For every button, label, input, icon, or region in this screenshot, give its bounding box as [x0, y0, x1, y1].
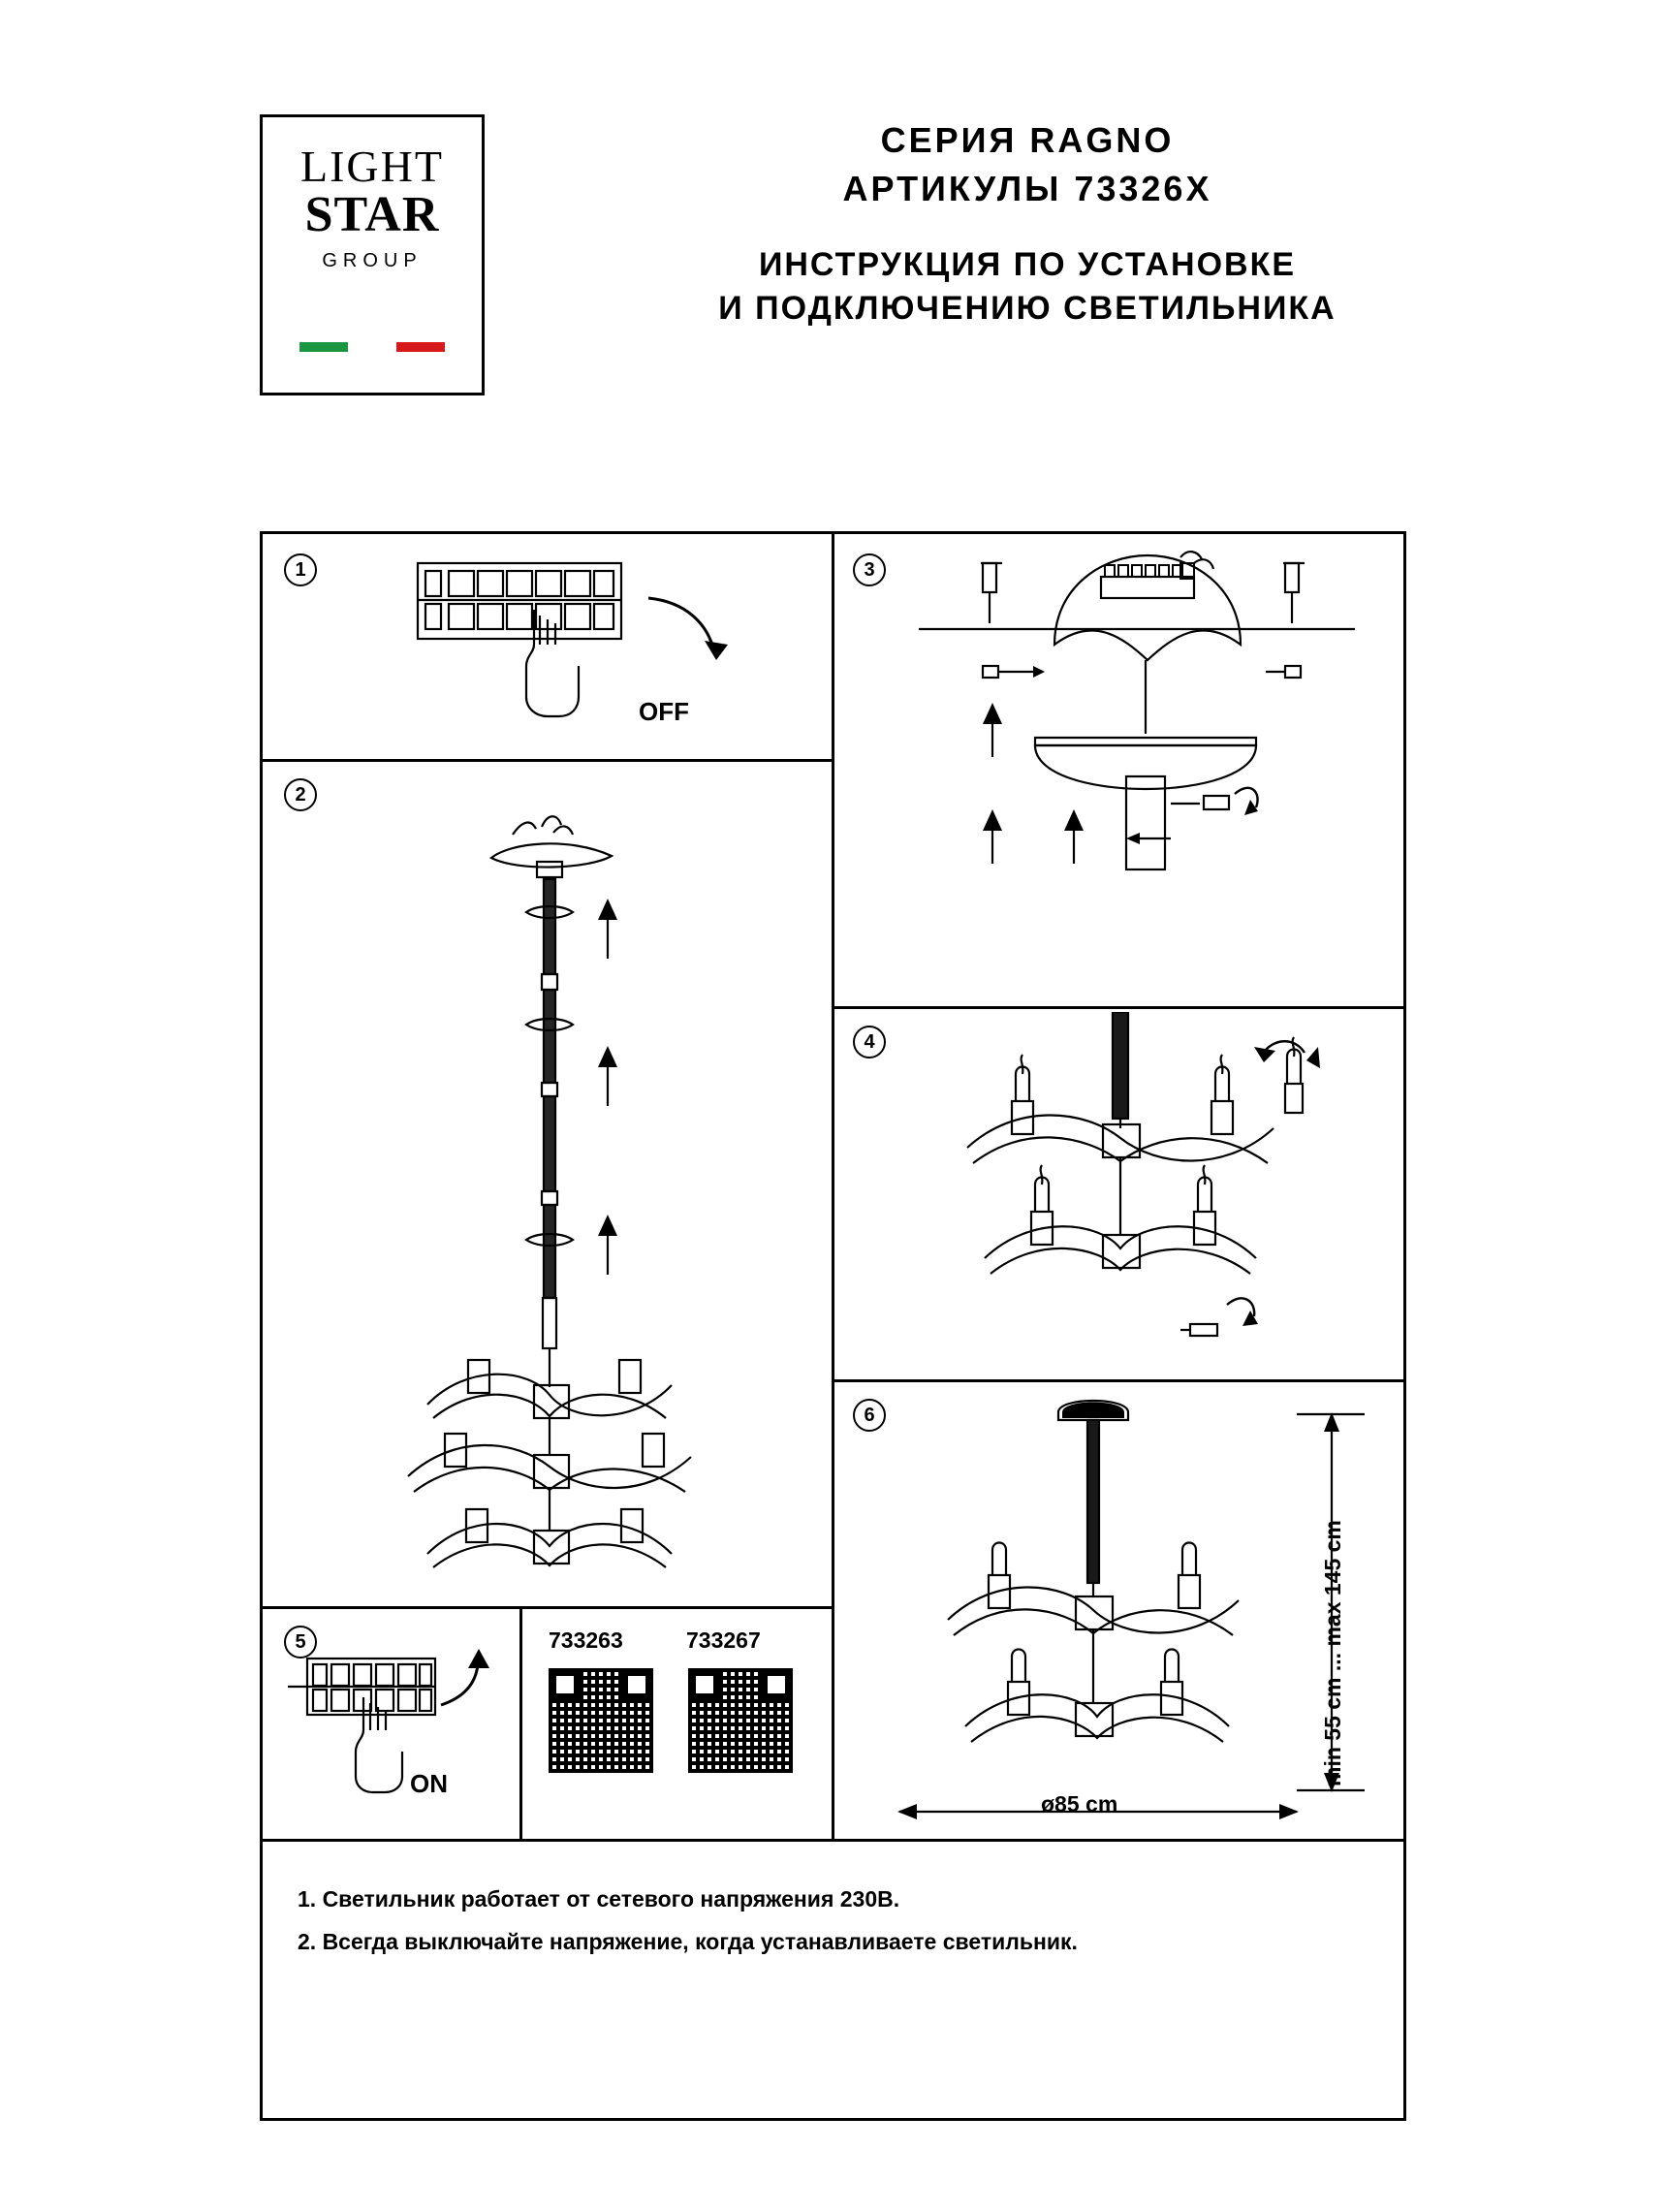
instruction-grid [260, 531, 1406, 2121]
articles-title: АРТИКУЛЫ 73326X [842, 168, 1212, 208]
qr-code-733267[interactable] [686, 1666, 795, 1775]
step-2-number: 2 [284, 778, 317, 811]
step-1-number: 1 [284, 553, 317, 586]
step-5-number: 5 [284, 1626, 317, 1659]
step-4-cell [832, 1006, 1406, 1379]
qr-label-733263: 733263 [549, 1627, 623, 1653]
step-5-label-on: ON [410, 1769, 448, 1798]
brand-logo [260, 114, 485, 395]
step-5-illustration [278, 1641, 511, 1825]
footer-notes-cell [263, 1839, 1406, 2120]
series-title: СЕРИЯ RAGNO [880, 120, 1175, 160]
title-block [543, 116, 1512, 331]
italian-flag-icon [299, 342, 445, 352]
note-2: 2. Всегда выключайте напряжение, когда устанавливаете светильник. [298, 1929, 1078, 1954]
step-5-cell [263, 1606, 519, 1839]
diameter-dimension-label: ø85 cm [1041, 1791, 1118, 1817]
note-1: 1. Светильник работает от сетевого напряжения 230В. [298, 1886, 900, 1912]
qr-label-733267: 733267 [686, 1627, 761, 1653]
step-6-number: 6 [853, 1399, 886, 1432]
step-1-cell [263, 534, 832, 759]
step-4-illustration [870, 1012, 1394, 1375]
step-3-number: 3 [853, 553, 886, 586]
step-3-cell [832, 534, 1406, 1006]
step-1-illustration [389, 552, 796, 745]
qr-codes-cell [519, 1606, 832, 1839]
step-4-number: 4 [853, 1026, 886, 1059]
height-dimension-label: min 55 cm ... max 145 cm [1320, 1520, 1345, 1786]
step-6-cell [832, 1379, 1406, 1839]
step-2-illustration [263, 798, 832, 1602]
logo-text-light: LIGHT [300, 142, 444, 191]
step-6-illustration [841, 1389, 1403, 1835]
qr-code-733263[interactable] [547, 1666, 655, 1775]
instruction-line-1: ИНСТРУКЦИЯ ПО УСТАНОВКЕ [758, 246, 1297, 284]
step-2-cell [263, 759, 832, 1606]
logo-text-group: GROUP [322, 249, 423, 271]
logo-text-star: STAR [304, 187, 440, 242]
instruction-line-2: И ПОДКЛЮЧЕНИЮ СВЕТИЛЬНИКА [718, 290, 1337, 328]
document-header [0, 0, 1667, 417]
step-1-label-off: OFF [639, 697, 689, 726]
step-3-illustration [890, 544, 1394, 999]
